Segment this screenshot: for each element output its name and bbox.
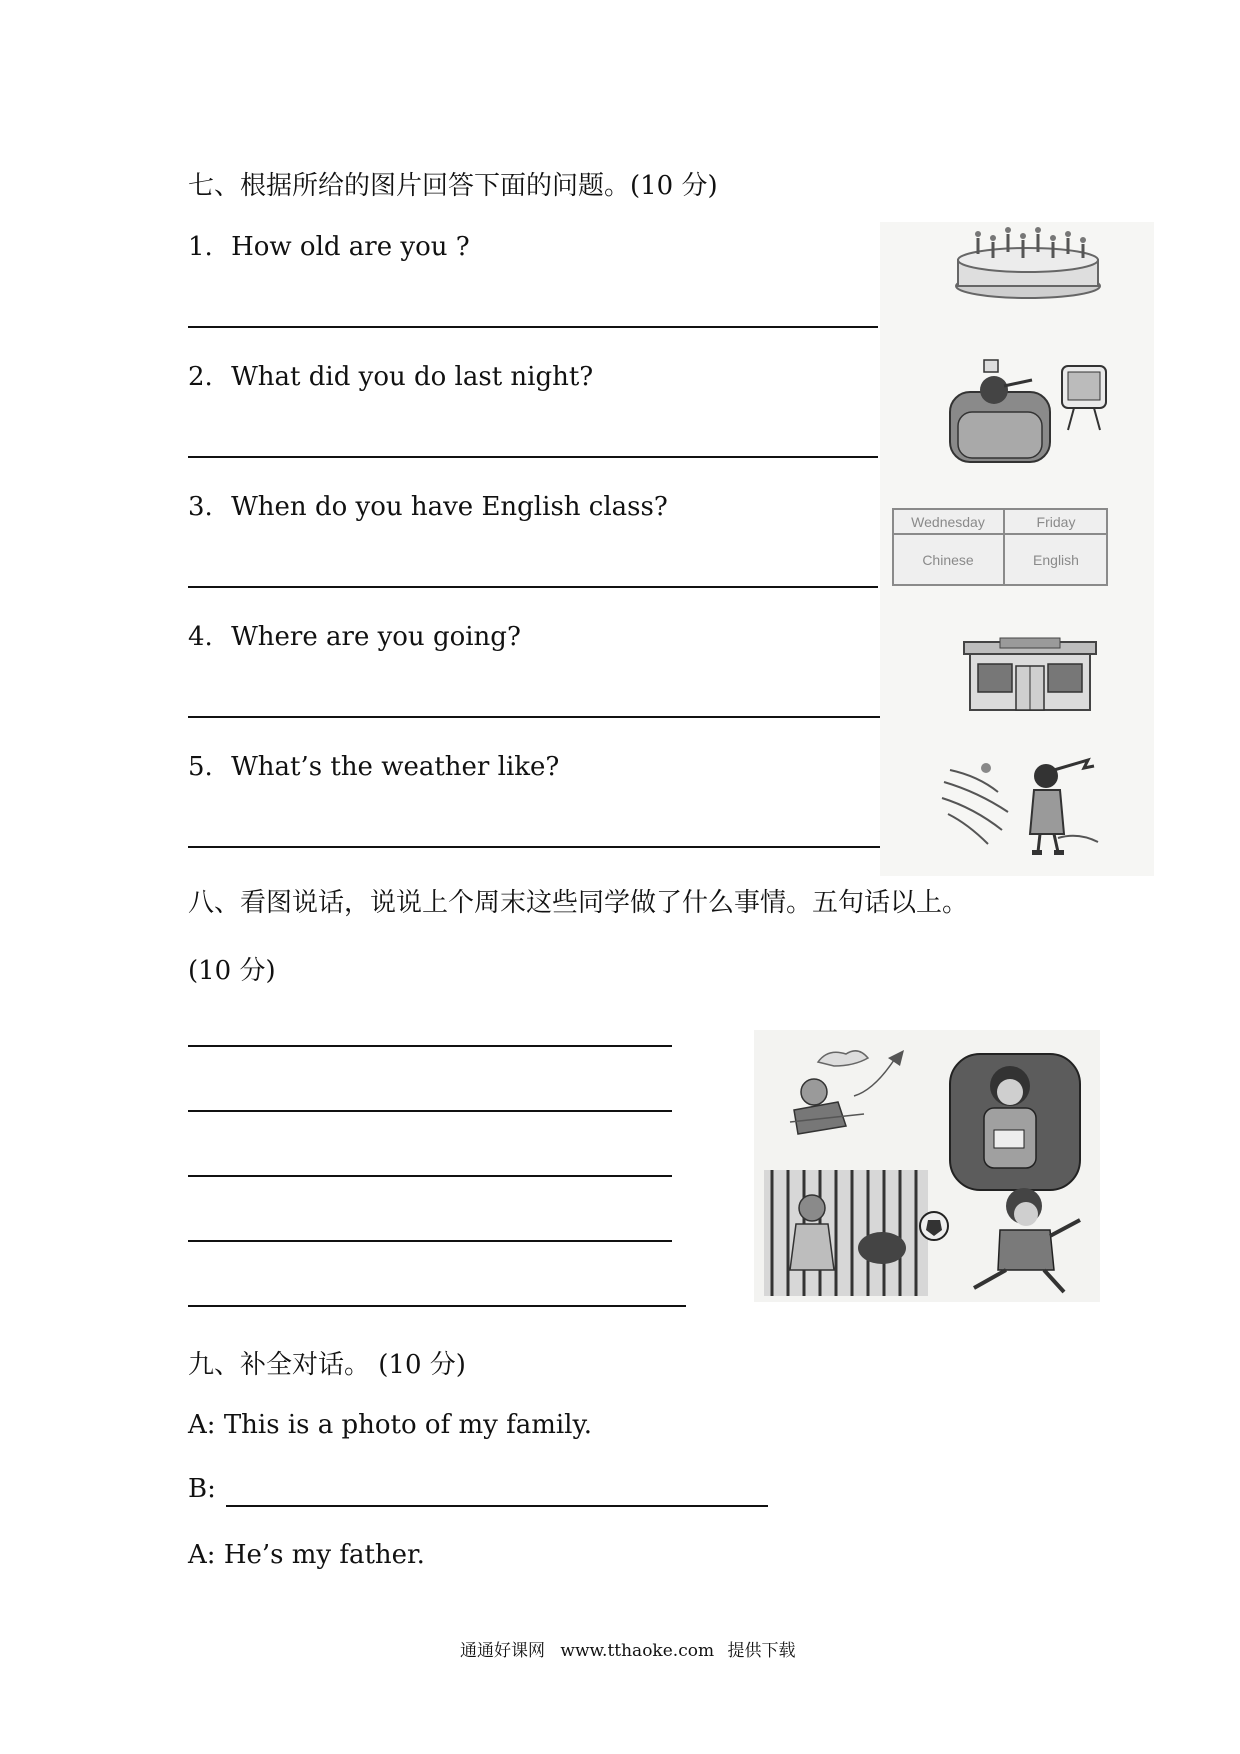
answer-line-3[interactable] — [188, 586, 878, 588]
question-number: 4. — [188, 622, 213, 652]
section7-heading: 七、根据所给的图片回答下面的问题。(10 分) — [188, 171, 718, 201]
question-5 — [188, 752, 559, 782]
answer-line-4[interactable] — [188, 716, 880, 718]
page-footer — [460, 1636, 795, 1661]
reading-armchair-scene — [950, 1054, 1080, 1190]
question-text: How old are you ? — [231, 232, 470, 262]
question-number: 3. — [188, 492, 213, 522]
windy-day-picture — [938, 752, 1108, 862]
question-number: 5. — [188, 752, 213, 782]
writing-line-3[interactable] — [188, 1175, 672, 1177]
dialogue-answer-line[interactable] — [226, 1505, 768, 1507]
writing-line-5[interactable] — [188, 1305, 686, 1307]
dialogue-speaker: B: — [188, 1474, 216, 1504]
question-text: Where are you going? — [231, 622, 521, 652]
writing-line-1[interactable] — [188, 1045, 672, 1047]
dialogue-text: This is a photo of my family. — [223, 1410, 592, 1440]
answer-line-5[interactable] — [188, 846, 880, 848]
shop-building-picture — [960, 634, 1100, 714]
section9-heading: 九、补全对话。 (10 分) — [188, 1350, 466, 1380]
footer-site-name: 通通好课网 — [460, 1641, 545, 1661]
question-4 — [188, 622, 521, 652]
writing-line-2[interactable] — [188, 1110, 672, 1112]
schedule-day: Wednesday — [911, 514, 985, 530]
dialogue-speaker: A: — [188, 1410, 216, 1440]
question-3 — [188, 492, 668, 522]
footer-url[interactable]: www.tthaoke.com — [560, 1641, 715, 1661]
answer-line-2[interactable] — [188, 456, 878, 458]
dialogue-text: He’s my father. — [223, 1540, 425, 1570]
schedule-subject: Chinese — [922, 552, 974, 568]
question-text: When do you have English class? — [231, 492, 668, 522]
question-number: 1. — [188, 232, 213, 262]
dialogue-line-3 — [188, 1540, 425, 1570]
footer-suffix: 提供下载 — [727, 1641, 796, 1661]
weekend-activities-picture — [754, 1030, 1100, 1302]
watching-tv-picture — [944, 352, 1114, 472]
question-number: 2. — [188, 362, 213, 392]
class-schedule-picture — [892, 508, 1108, 588]
section8-score: (10 分) — [188, 956, 276, 986]
writing-line-4[interactable] — [188, 1240, 672, 1242]
schedule-subject: English — [1033, 552, 1079, 568]
dialogue-line-1 — [188, 1410, 592, 1440]
zoo-scene — [764, 1170, 928, 1296]
question-text: What did you do last night? — [231, 362, 594, 392]
dialogue-speaker: A: — [188, 1540, 216, 1570]
answer-line-1[interactable] — [188, 326, 878, 328]
question-text: What’s the weather like? — [231, 752, 560, 782]
dialogue-line-2 — [188, 1474, 216, 1504]
question-1 — [188, 232, 470, 262]
section8-heading: 八、看图说话，说说上个周末这些同学做了什么事情。五句话以上。 — [188, 888, 969, 918]
schedule-day: Friday — [1036, 514, 1076, 530]
question-2 — [188, 362, 593, 392]
birthday-cake-picture — [948, 224, 1108, 304]
